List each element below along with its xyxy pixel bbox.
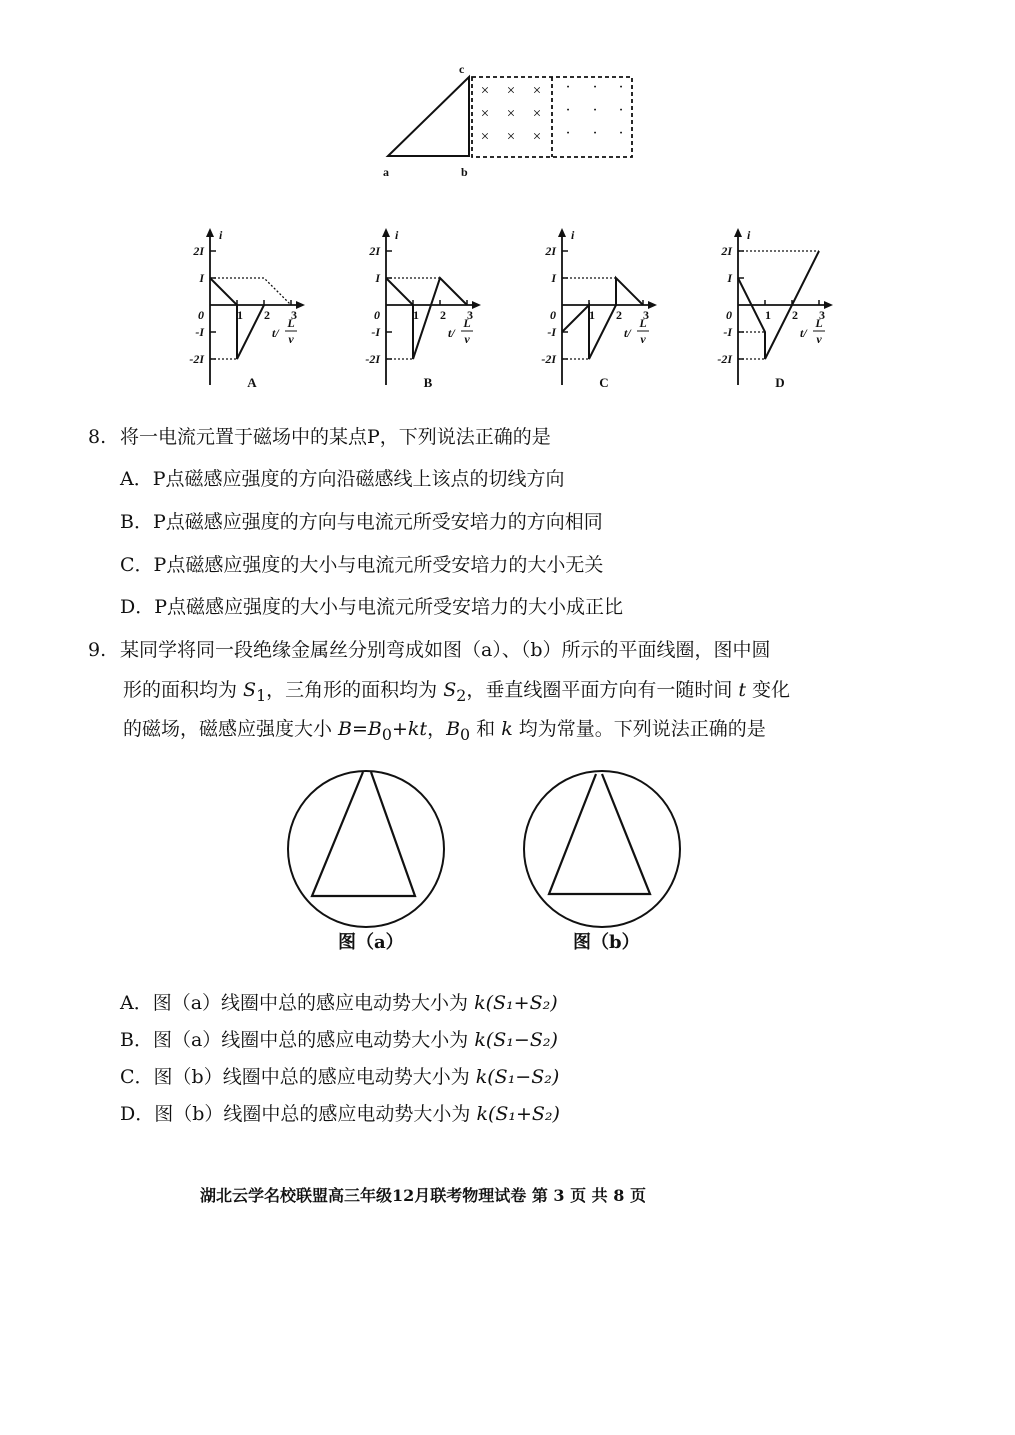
- x-tick-label: 1: [589, 308, 595, 322]
- q9-text: ，垂直线圈平面方向有一随时间: [466, 679, 739, 701]
- x-axis-label-denominator: v: [288, 332, 294, 346]
- q9-text: 变化: [746, 679, 791, 701]
- field-in-mark: ×: [506, 83, 516, 99]
- label-b: b: [461, 165, 468, 179]
- x-axis-arrow: [824, 301, 833, 309]
- option-expr: k(S₁−S₂): [475, 1066, 560, 1088]
- x-axis-label-denominator: v: [640, 332, 646, 346]
- x-axis-label-numerator: L: [815, 316, 823, 330]
- y-tick-label: 0: [726, 308, 732, 322]
- field-out-mark: ·: [618, 125, 624, 142]
- field-out-mark: ·: [592, 79, 598, 96]
- graph-a: [160, 225, 320, 400]
- x-axis-label: t/: [624, 326, 631, 340]
- y-tick-label: -I: [195, 325, 204, 339]
- y-tick-label: -2I: [365, 352, 380, 366]
- option-text: B．图（a）线圈中总的感应电动势大小为: [120, 1029, 475, 1051]
- y-tick-label: I: [727, 271, 732, 285]
- graph-caption: C: [599, 375, 609, 390]
- y-axis-label: i: [219, 228, 223, 242]
- y-tick-label: -2I: [541, 352, 556, 366]
- x-tick-label: 1: [765, 308, 771, 322]
- x-axis-arrow: [648, 301, 657, 309]
- question-9-number: 9.: [88, 639, 107, 661]
- field-out-mark: ·: [618, 79, 624, 96]
- y-tick-label: -2I: [189, 352, 204, 366]
- field-in-mark: ×: [480, 129, 490, 145]
- current-curve: [562, 278, 643, 359]
- graph-caption: A: [247, 375, 257, 390]
- graph-c: [512, 225, 672, 400]
- y-axis-arrow: [558, 228, 566, 237]
- field-out-mark: ·: [618, 102, 624, 119]
- x-tick-label: 2: [792, 308, 798, 322]
- question-8-option-c: C．P点磁感应强度的大小与电流元所受安培力的大小无关: [120, 554, 604, 576]
- y-axis-arrow: [206, 228, 214, 237]
- y-axis-label: i: [395, 228, 399, 242]
- field-out-mark: ·: [592, 125, 598, 142]
- question-8-option-a: A．P点磁感应强度的方向沿磁感线上该点的切线方向: [120, 468, 565, 490]
- y-tick-label: 2I: [545, 244, 556, 258]
- x-axis-label-denominator: v: [816, 332, 822, 346]
- option-expr: k(S₁−S₂): [474, 1029, 558, 1051]
- field-in-mark: ×: [532, 129, 542, 145]
- y-axis-arrow: [382, 228, 390, 237]
- x-axis-label-numerator: L: [463, 316, 471, 330]
- q9-b0: B: [446, 718, 461, 740]
- field-out-of-page-marks: [565, 79, 623, 142]
- x-axis-label: t/: [800, 326, 807, 340]
- page-footer: 湖北云学名校联盟高三年级12月联考物理试卷 第 3 页 共 8 页: [200, 1186, 646, 1205]
- q9-text: ，三角形的面积均为: [266, 679, 444, 701]
- x-axis-arrow: [472, 301, 481, 309]
- loop-field-figure: [375, 60, 635, 190]
- x-axis-arrow: [296, 301, 305, 309]
- x-tick-label: 3: [467, 308, 473, 322]
- x-tick-label: 1: [413, 308, 419, 322]
- x-axis-label: t/: [448, 326, 455, 340]
- field-out-mark: ·: [565, 79, 571, 96]
- y-tick-label: 0: [374, 308, 380, 322]
- q9-formula: B=B: [338, 718, 382, 740]
- field-out-mark: ·: [565, 125, 571, 142]
- label-a: a: [383, 165, 389, 179]
- y-tick-label: 2I: [193, 244, 204, 258]
- question-8-text: 将一电流元置于磁场中的某点P，下列说法正确的是: [120, 426, 551, 448]
- y-axis-arrow: [734, 228, 742, 237]
- question-9-line-2: [123, 677, 790, 709]
- q9-b0-sub: 0: [460, 724, 471, 744]
- y-tick-label: 0: [198, 308, 204, 322]
- y-tick-label: I: [375, 271, 380, 285]
- y-tick-label: -2I: [717, 352, 732, 366]
- q9-text: 均为常量。下列说法正确的是: [512, 718, 766, 740]
- graph-caption: D: [775, 375, 785, 390]
- option-expr: k(S₁+S₂): [474, 992, 558, 1014]
- question-8-number: 8.: [88, 426, 107, 448]
- q9-text: ，: [427, 718, 447, 740]
- figure-b-caption: 图（b）: [573, 932, 640, 953]
- current-curve: [386, 278, 467, 359]
- field-in-mark: ×: [532, 106, 542, 122]
- q9-text: 的磁场，磁感应强度大小: [123, 718, 339, 740]
- field-in-mark: ×: [480, 106, 490, 122]
- current-curve: [210, 278, 264, 359]
- y-tick-label: 0: [550, 308, 556, 322]
- q9-s1-sub: 1: [256, 685, 267, 705]
- x-tick-label: 2: [440, 308, 446, 322]
- y-tick-label: I: [551, 271, 556, 285]
- option-text: D．图（b）线圈中总的感应电动势大小为: [120, 1103, 477, 1125]
- field-out-mark: ·: [592, 102, 598, 119]
- option-text: A．图（a）线圈中总的感应电动势大小为: [120, 992, 475, 1014]
- q9-text: 形的面积均为: [123, 679, 244, 701]
- field-in-mark: ×: [532, 83, 542, 99]
- question-8-stem: [88, 424, 551, 450]
- q9-text: 和: [470, 718, 502, 740]
- x-tick-label: 1: [237, 308, 243, 322]
- label-c: c: [459, 62, 465, 76]
- y-tick-label: -I: [723, 325, 732, 339]
- y-tick-label: 2I: [369, 244, 380, 258]
- x-tick-label: 3: [643, 308, 649, 322]
- figure-a-caption: 图（a）: [338, 932, 404, 953]
- x-tick-label: 3: [819, 308, 825, 322]
- graph-b: [336, 225, 496, 400]
- x-axis-label-numerator: L: [287, 316, 295, 330]
- question-9-option-d: [120, 1101, 560, 1127]
- graph-caption: B: [423, 375, 433, 390]
- field-in-mark: ×: [506, 129, 516, 145]
- question-9-line-3: [123, 716, 766, 748]
- x-tick-label: 2: [264, 308, 270, 322]
- y-tick-label: -I: [371, 325, 380, 339]
- y-tick-label: -I: [547, 325, 556, 339]
- figure-a-coil: [285, 768, 455, 938]
- option-expr: k(S₁+S₂): [476, 1103, 560, 1125]
- x-axis-label-numerator: L: [639, 316, 647, 330]
- field-out-mark: ·: [565, 102, 571, 119]
- graph-d: [688, 225, 848, 400]
- y-axis-label: i: [747, 228, 751, 242]
- x-axis-label: t/: [272, 326, 279, 340]
- y-tick-label: 2I: [721, 244, 732, 258]
- figure-b-coil: [522, 768, 692, 938]
- y-tick-label: I: [199, 271, 204, 285]
- q9-s2: S: [443, 679, 457, 701]
- question-9-line-1: [88, 637, 771, 663]
- q9-formula-sub: 0: [381, 724, 392, 744]
- question-9-option-b: [120, 1027, 558, 1053]
- question-9-text-1: 某同学将同一段绝缘金属丝分别弯成如图（a）、（b）所示的平面线圈，图中圆: [120, 639, 771, 661]
- q9-t: t: [738, 679, 746, 701]
- question-9-option-a: [120, 990, 558, 1016]
- x-tick-label: 2: [616, 308, 622, 322]
- field-in-mark: ×: [480, 83, 490, 99]
- q9-formula-tail: +kt: [391, 718, 428, 740]
- question-9-option-c: [120, 1064, 559, 1090]
- y-axis-label: i: [571, 228, 575, 242]
- option-text: C．图（b）线圈中总的感应电动势大小为: [120, 1066, 476, 1088]
- question-8-option-d: D．P点磁感应强度的大小与电流元所受安培力的大小成正比: [120, 596, 624, 618]
- field-in-mark: ×: [506, 106, 516, 122]
- q9-s1: S: [243, 679, 257, 701]
- x-tick-label: 3: [291, 308, 297, 322]
- q9-s2-sub: 2: [456, 685, 467, 705]
- x-axis-label-denominator: v: [464, 332, 470, 346]
- field-into-page-marks: [481, 83, 541, 145]
- question-8-option-b: B．P点磁感应强度的方向与电流元所受安培力的方向相同: [120, 511, 603, 533]
- q9-k: k: [501, 718, 513, 740]
